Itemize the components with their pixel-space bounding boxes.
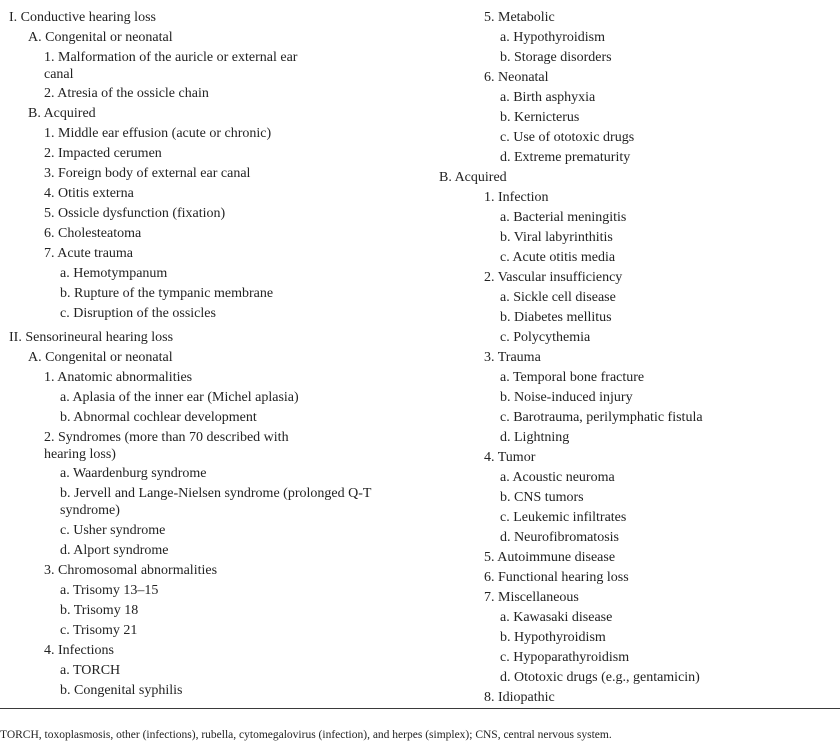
- list-item: 7. Miscellaneous: [484, 590, 579, 605]
- list-item: d. Lightning: [500, 430, 570, 445]
- list-item: d. Extreme prematurity: [500, 150, 631, 165]
- list-item: c. Acute otitis media: [500, 250, 616, 265]
- list-item: b. Hypothyroidism: [500, 630, 606, 645]
- list-item: 4. Infections: [44, 643, 114, 658]
- list-item: c. Use of ototoxic drugs: [500, 130, 635, 145]
- list-item: 8. Idiopathic: [484, 690, 555, 705]
- list-item: a. Birth asphyxia: [500, 90, 596, 105]
- list-item: 4. Otitis externa: [44, 186, 134, 201]
- list-item: 1. Middle ear effusion (acute or chronic): [44, 126, 272, 141]
- list-item: c. Leukemic infiltrates: [500, 510, 627, 525]
- list-item: a. Hemotympanum: [60, 266, 168, 281]
- list-item: a. TORCH: [60, 663, 121, 678]
- list-item: a. Hypothyroidism: [500, 30, 605, 45]
- list-item: 7. Acute trauma: [44, 246, 134, 261]
- list-item: b. Abnormal cochlear development: [60, 410, 257, 425]
- list-item: c. Disruption of the ossicles: [60, 306, 216, 321]
- list-item: b. CNS tumors: [500, 490, 584, 505]
- list-item: 5. Autoimmune disease: [484, 550, 616, 565]
- list-item: b. Rupture of the tympanic membrane: [60, 286, 274, 301]
- list-item: 5. Metabolic: [484, 10, 555, 25]
- list-item: 3. Foreign body of external ear canal: [44, 166, 251, 181]
- list-item: a. Trisomy 13–15: [60, 583, 159, 598]
- list-item: 2. Vascular insufficiency: [484, 270, 623, 285]
- list-item: c. Hypoparathyroidism: [500, 650, 630, 665]
- list-item: a. Temporal bone fracture: [500, 370, 645, 385]
- list-item: d. Alport syndrome: [60, 543, 169, 558]
- heading-sensorineural-congenital: A. Congenital or neonatal: [28, 350, 173, 365]
- heading-sensorineural-acquired: B. Acquired: [439, 170, 507, 185]
- list-item: 1. Malformation of the auricle or external ear canal: [44, 50, 298, 82]
- list-item: b. Kernicterus: [500, 110, 580, 125]
- heading-conductive-congenital: A. Congenital or neonatal: [28, 30, 173, 45]
- list-item: 4. Tumor: [484, 450, 536, 465]
- list-item: 2. Atresia of the ossicle chain: [44, 86, 209, 101]
- list-item: d. Neurofibromatosis: [500, 530, 619, 545]
- table-footnote: TORCH, toxoplasmosis, other (infections), rubella, cytomegalovirus (infection), and herpes (simplex); CNS, central nervous system.: [0, 729, 612, 741]
- list-item: b. Storage disorders: [500, 50, 612, 65]
- list-item: b. Congenital syphilis: [60, 683, 183, 698]
- list-item: b. Jervell and Lange-Nielsen syndrome (prolonged Q-T syndrome): [60, 486, 372, 518]
- heading-conductive-acquired: B. Acquired: [28, 106, 96, 121]
- list-item: c. Trisomy 21: [60, 623, 138, 638]
- list-item: 2. Syndromes (more than 70 described with hearing loss): [44, 430, 289, 462]
- list-item: a. Bacterial meningitis: [500, 210, 627, 225]
- list-item: b. Viral labyrinthitis: [500, 230, 613, 245]
- list-item: 1. Infection: [484, 190, 549, 205]
- list-item: d. Ototoxic drugs (e.g., gentamicin): [500, 670, 700, 685]
- list-item: 3. Trauma: [484, 350, 541, 365]
- list-item: a. Acoustic neuroma: [500, 470, 615, 485]
- list-item: 3. Chromosomal abnormalities: [44, 563, 218, 578]
- list-item: 5. Ossicle dysfunction (fixation): [44, 206, 226, 221]
- list-item: b. Diabetes mellitus: [500, 310, 612, 325]
- list-item: 6. Neonatal: [484, 70, 549, 85]
- list-item: 6. Functional hearing loss: [484, 570, 629, 585]
- heading-conductive: I. Conductive hearing loss: [9, 10, 156, 25]
- list-item: c. Barotrauma, perilymphatic fistula: [500, 410, 703, 425]
- list-item: a. Kawasaki disease: [500, 610, 613, 625]
- list-item: c. Usher syndrome: [60, 523, 166, 538]
- list-item: a. Aplasia of the inner ear (Michel aplasia): [60, 390, 299, 405]
- list-item: a. Sickle cell disease: [500, 290, 616, 305]
- list-item: b. Trisomy 18: [60, 603, 139, 618]
- list-item: 6. Cholesteatoma: [44, 226, 142, 241]
- list-item: a. Waardenburg syndrome: [60, 466, 207, 481]
- list-item: 1. Anatomic abnormalities: [44, 370, 193, 385]
- list-item: b. Noise-induced injury: [500, 390, 633, 405]
- list-item: c. Polycythemia: [500, 330, 591, 345]
- heading-sensorineural: II. Sensorineural hearing loss: [9, 330, 174, 345]
- list-item: 2. Impacted cerumen: [44, 146, 162, 161]
